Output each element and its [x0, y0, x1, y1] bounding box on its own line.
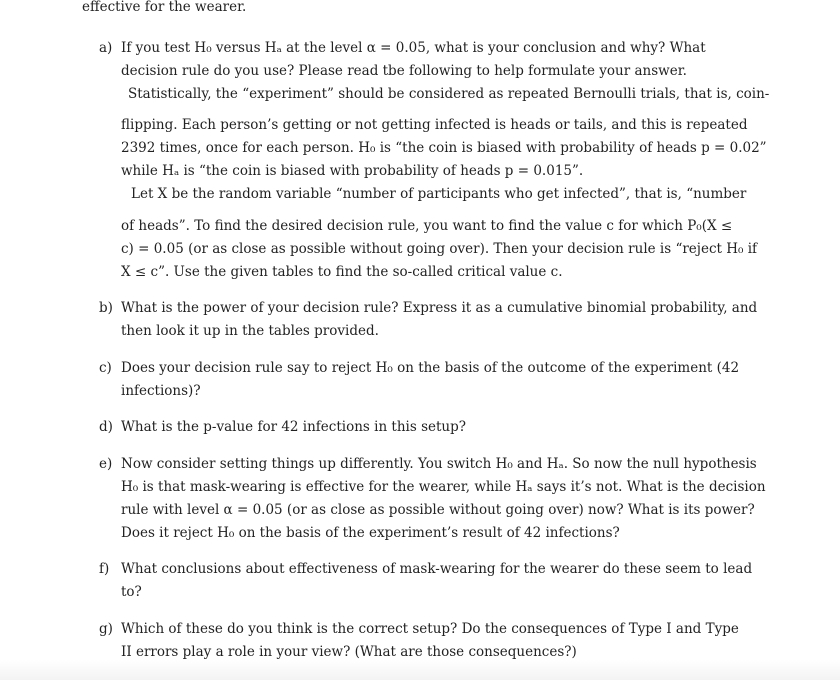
item-f-label: f) [99, 561, 110, 577]
item-d-label: d) [99, 419, 113, 435]
item-c-line-1: Does your decision rule say to reject H₀ on the basis of the outcome of the experiment (42 [121, 360, 740, 376]
item-c-line-2: infections)? [121, 383, 201, 399]
item-b-line-2: then look it up in the tables provided. [121, 323, 379, 339]
item-a-label: a) [99, 40, 113, 56]
item-b-label: b) [99, 300, 113, 316]
item-c-label: c) [99, 360, 112, 376]
item-e-line-4: Does it reject H₀ on the basis of the experiment’s result of 42 infections? [121, 525, 620, 541]
item-e-label: e) [99, 456, 113, 472]
item-a-line-2: decision rule do you use? Please read tbe following to help formulate your answer. [121, 63, 687, 79]
item-a-line-10: X ≤ c”. Use the given tables to find the so-called critical value c. [121, 264, 563, 280]
item-a-line-1: If you test H₀ versus Hₐ at the level α = 0.05, what is your conclusion and why? What [121, 40, 706, 56]
item-a-line-3: Statistically, the “experiment” should be considered as repeated Bernoulli trials, that is, coin- [128, 86, 770, 102]
item-a-line-7: Let X be the random variable “number of participants who get infected”, that is, “number [131, 186, 747, 202]
item-g-label: g) [99, 621, 113, 637]
item-a-line-9: c) = 0.05 (or as close as possible without going over). Then your decision rule is “reject H₀ if [121, 241, 758, 257]
item-e-line-1: Now consider setting things up differently. You switch H₀ and Hₐ. So now the null hypothesis [121, 456, 757, 472]
item-b-line-1: What is the power of your decision rule? Express it as a cumulative binomial probability, and [121, 300, 758, 316]
item-f-line-1: What conclusions about effectiveness of mask-wearing for the wearer do these seem to lead [121, 561, 753, 577]
item-a-line-8: of heads”. To find the desired decision rule, you want to find the value c for which P₀(X ≤ [121, 218, 733, 234]
item-d-line-1: What is the p-value for 42 infections in this setup? [121, 419, 467, 435]
item-g-line-2: II errors play a role in your view? (What are those consequences?) [121, 644, 577, 660]
intro-tail-text: effective for the wearer. [82, 0, 247, 15]
item-a-line-4: flipping. Each person’s getting or not getting infected is heads or tails, and this is repeated [121, 117, 748, 133]
item-e-line-2: H₀ is that mask-wearing is effective for the wearer, while Hₐ says it’s not. What is the decision [121, 479, 766, 495]
item-e-line-3: rule with level α = 0.05 (or as close as possible without going over) now? What is its power? [121, 502, 755, 518]
item-g-line-1: Which of these do you think is the correct setup? Do the consequences of Type I and Type [121, 621, 739, 637]
item-f-line-2: to? [121, 584, 142, 600]
page-bottom-fade [0, 660, 840, 680]
item-a-line-5: 2392 times, once for each person. H₀ is “the coin is biased with probability of heads p = 0.02” [121, 140, 767, 156]
item-a-line-6: while Hₐ is “the coin is biased with probability of heads p = 0.015”. [121, 163, 584, 179]
